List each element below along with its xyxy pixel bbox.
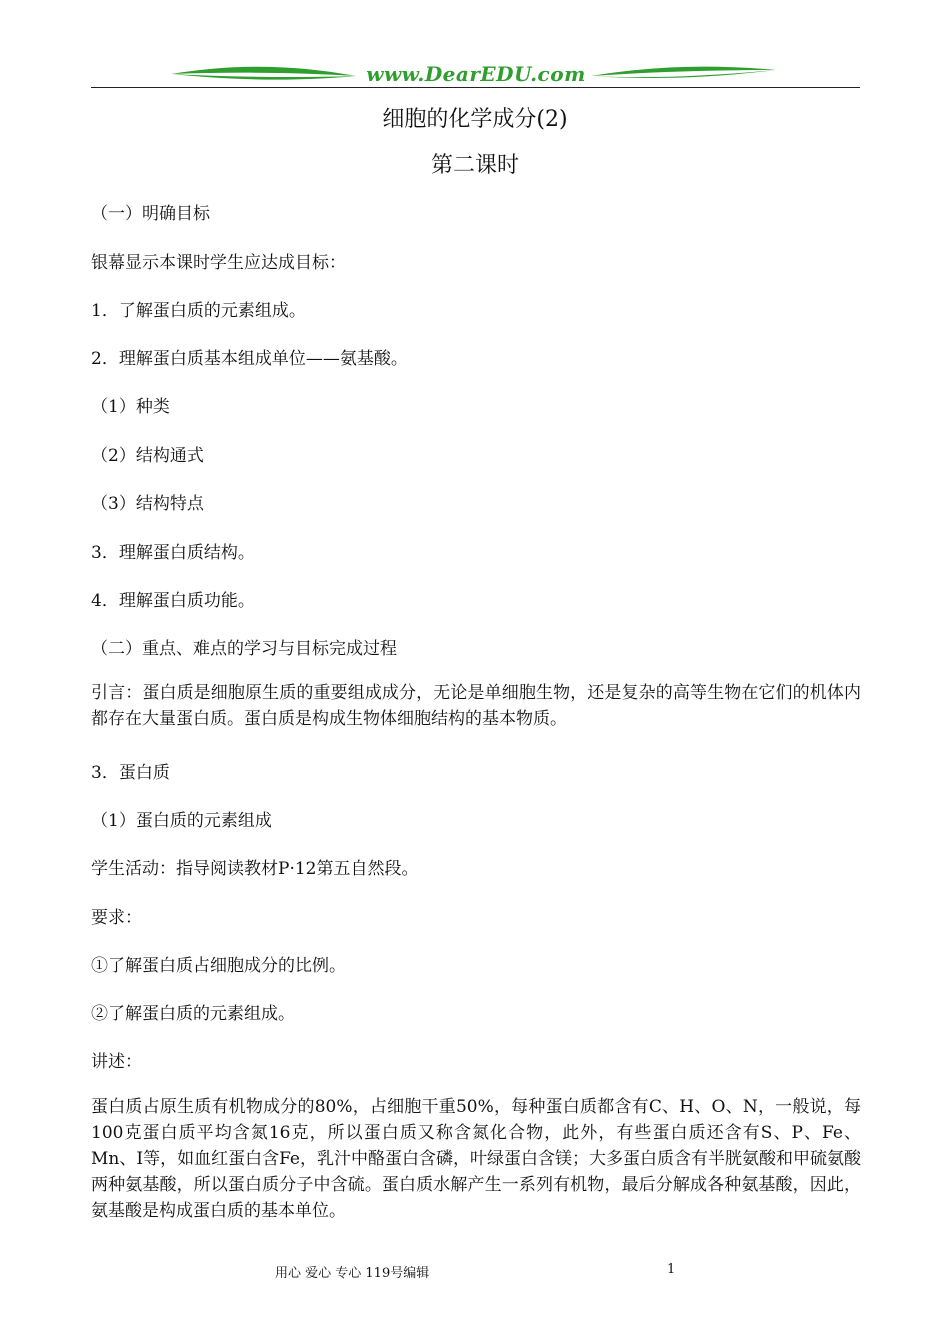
page-number: 1 <box>667 1262 676 1277</box>
section-heading-goals: （一）明确目标 <box>91 204 210 224</box>
page-header <box>91 60 860 90</box>
list-item: （1）种类 <box>91 397 170 417</box>
list-item: ②了解蛋白质的元素组成。 <box>91 1004 295 1024</box>
text-line: 3．蛋白质 <box>91 763 170 783</box>
intro-paragraph: 引言：蛋白质是细胞原生质的重要组成成分，无论是单细胞生物，还是复杂的高等生物在它们的机体内都存在大量蛋白质。蛋白质是构成生物体细胞结构的基本物质。 <box>91 683 861 729</box>
list-item: （3）结构特点 <box>91 494 204 514</box>
text-line: 学生活动：指导阅读教材P·12第五自然段。 <box>91 859 419 879</box>
section-heading-process: （二）重点、难点的学习与目标完成过程 <box>91 639 397 659</box>
list-item: 2．理解蛋白质基本组成单位——氨基酸。 <box>91 349 408 369</box>
list-item: 4．理解蛋白质功能。 <box>91 591 255 611</box>
site-logo-text: www.DearEDU.com <box>366 62 586 86</box>
text-line: （1）蛋白质的元素组成 <box>91 811 272 831</box>
list-item: （2）结构通式 <box>91 446 204 466</box>
text-line: 银幕显示本课时学生应达成目标： <box>91 253 346 273</box>
text-line: 讲述： <box>91 1052 142 1072</box>
footer-text: 用心 爱心 专心 119号编辑 <box>275 1266 430 1281</box>
list-item: 3．理解蛋白质结构。 <box>91 543 255 563</box>
list-item: 1．了解蛋白质的元素组成。 <box>91 301 306 321</box>
page-title: 细胞的化学成分(2) <box>382 107 568 132</box>
header-rule <box>91 87 860 88</box>
list-item: ①了解蛋白质占细胞成分的比例。 <box>91 956 346 976</box>
body-paragraph: 蛋白质占原生质有机物成分的80%，占细胞干重50%，每种蛋白质都含有C、H、O、N，一般说，每100克蛋白质平均含氮16克，所以蛋白质又称含氮化合物，此外，有些蛋白质还含有S、P、Fe、Mn、I等，如血红蛋白含Fe，乳汁中酪蛋白含磷，叶绿蛋白含镁；大多蛋白质含有半胱氨酸和甲硫氨酸两种氨基酸，所以蛋白质分子中含硫。蛋白质水解产生一系列有机物，最后分解成各种氨基酸，因此，氨基酸是构成蛋白质的基本单位。 <box>91 1097 861 1221</box>
text-line: 要求： <box>91 908 142 928</box>
page-subtitle: 第二课时 <box>430 153 519 178</box>
